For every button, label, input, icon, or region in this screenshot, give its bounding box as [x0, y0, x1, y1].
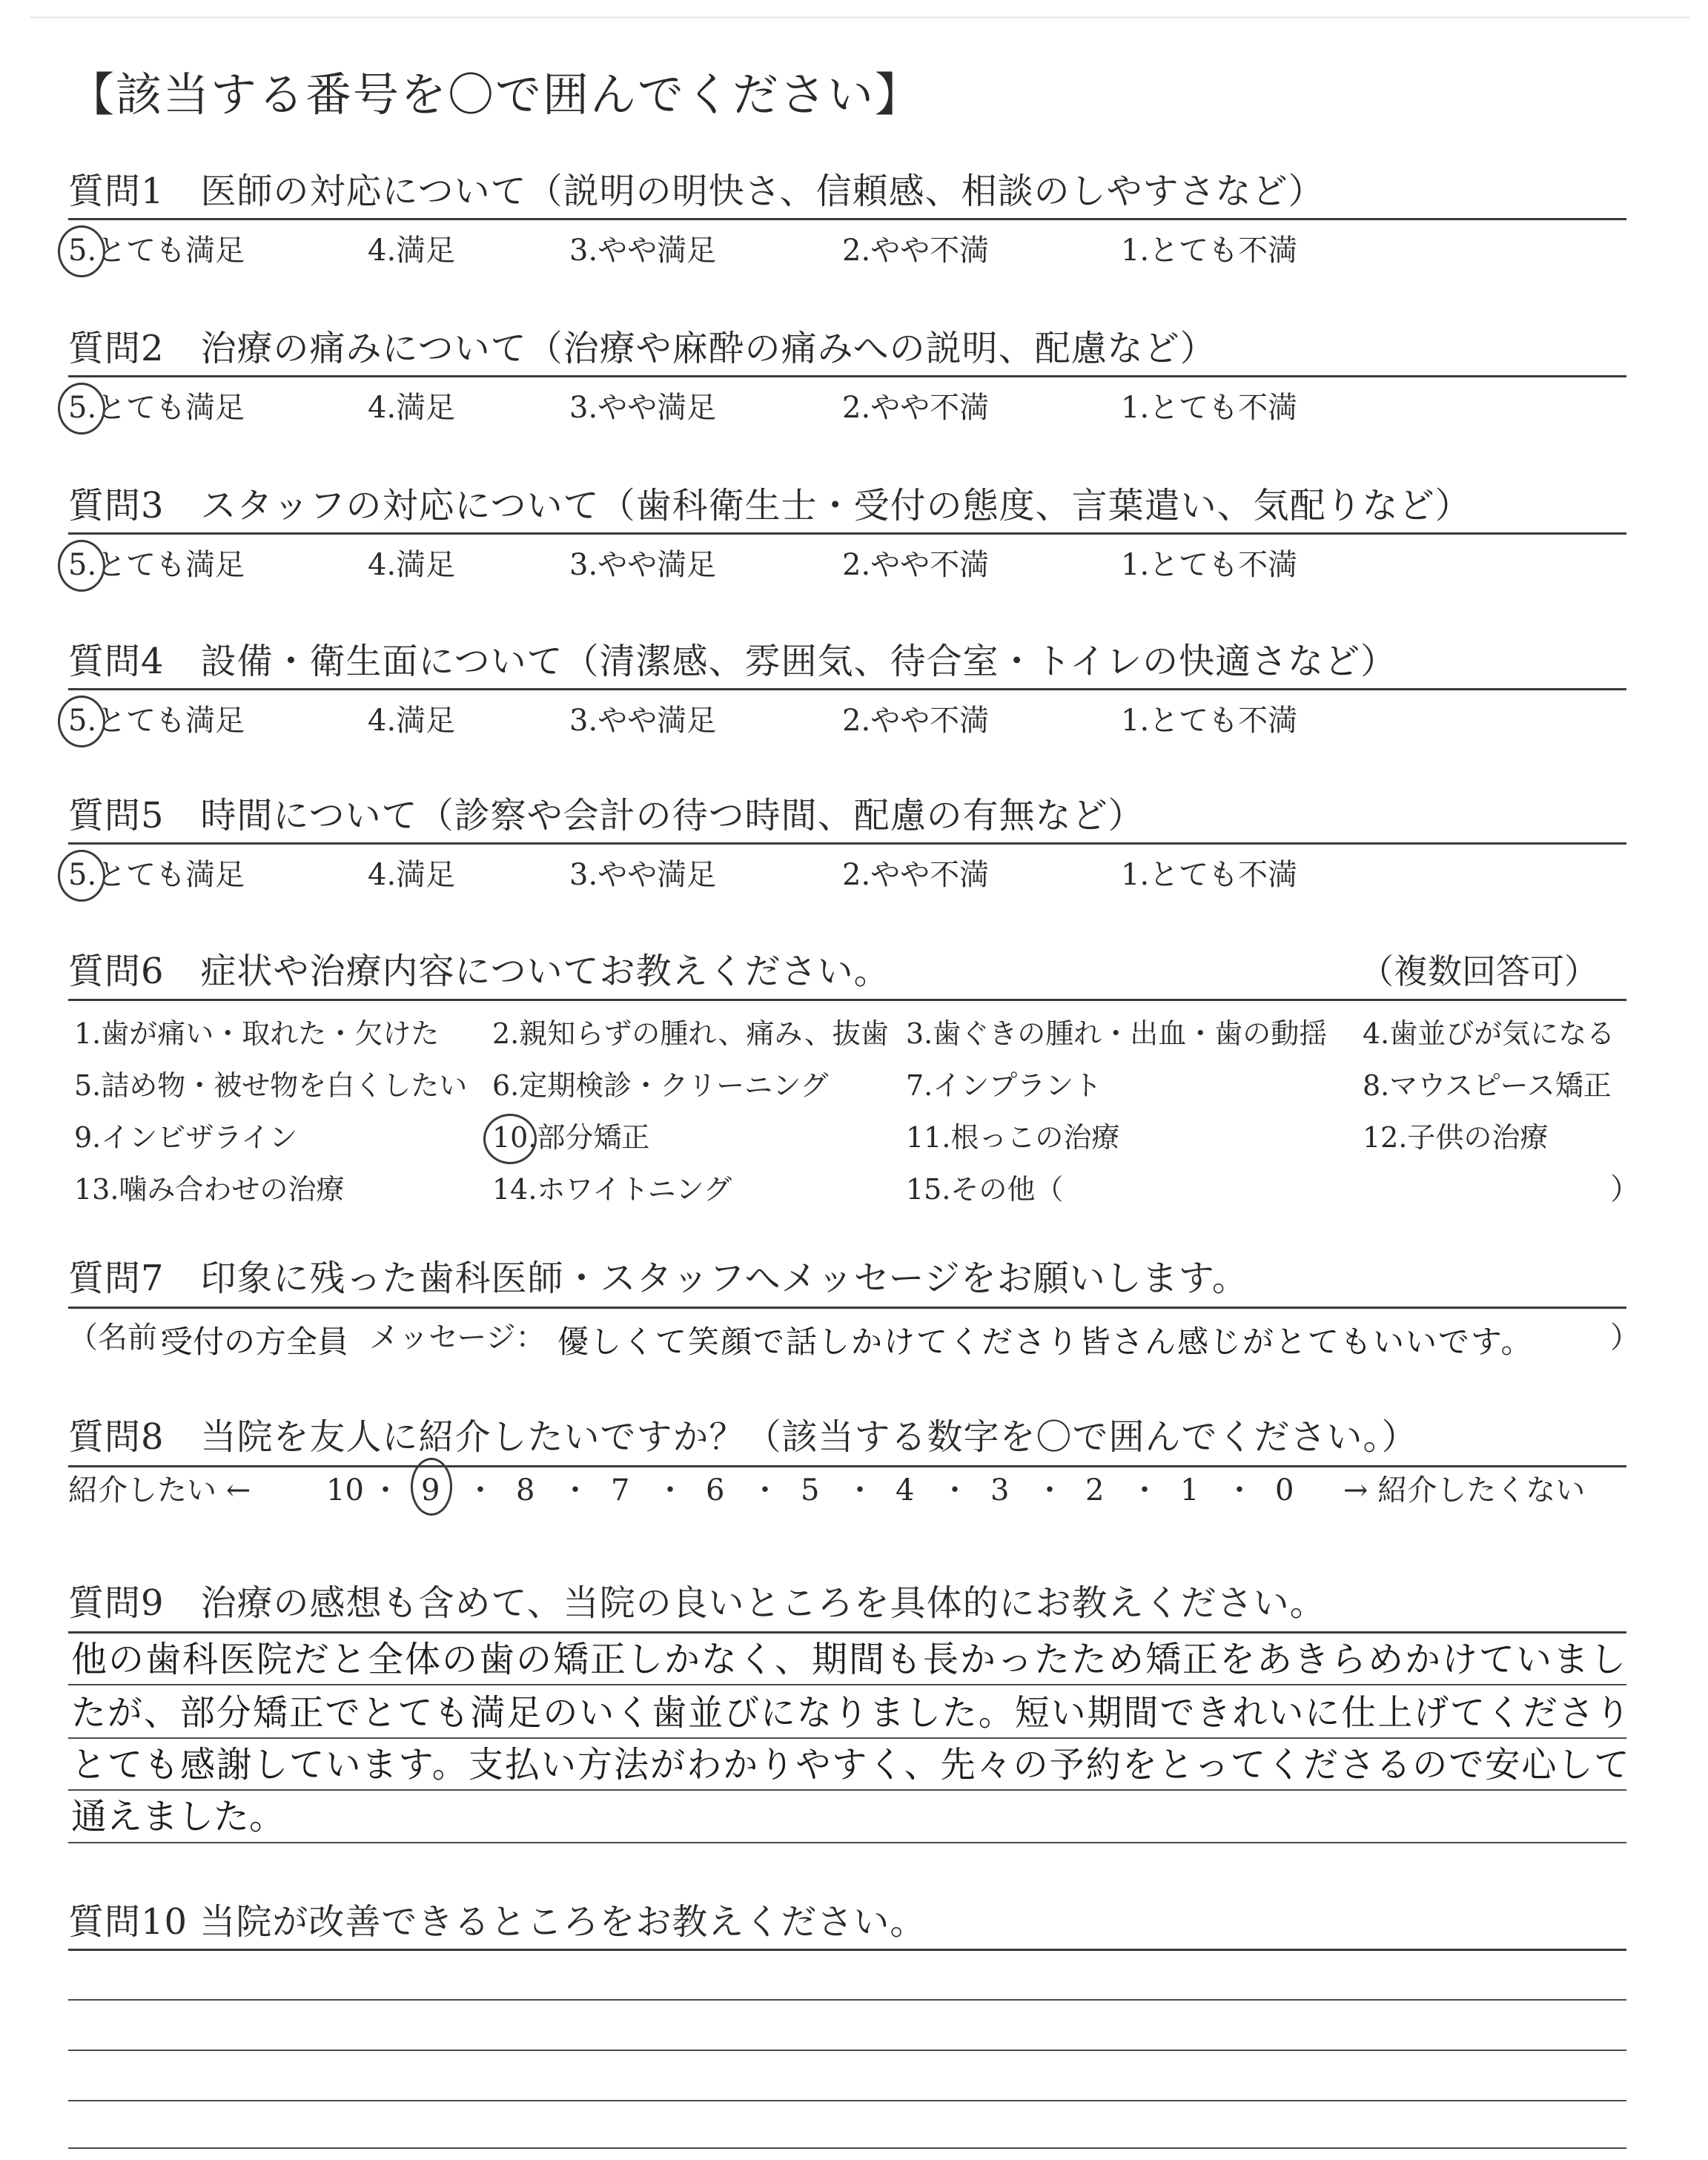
- selection-circle: [58, 696, 105, 747]
- q2-option[interactable]: 3.やや満足: [569, 391, 717, 425]
- q3-option[interactable]: 5.とても満足: [68, 548, 245, 582]
- q6-other-close-paren: ）: [1610, 1172, 1640, 1206]
- q9-title: 質問9 治療の感想も含めて、当院の良いところを具体的にお教えください。: [68, 1582, 1326, 1624]
- q1-option[interactable]: 5.とても満足: [68, 234, 245, 268]
- selection-circle: [58, 225, 105, 277]
- q6-option[interactable]: 6.定期検診・クリーニング: [492, 1069, 829, 1102]
- q7-message-label: メッセージ：: [369, 1321, 546, 1355]
- q2-option[interactable]: 5.とても満足: [68, 391, 245, 425]
- q8-scale-separator: ・: [940, 1473, 970, 1507]
- q8-scale-value[interactable]: 1: [1180, 1473, 1199, 1507]
- form-heading: 【該当する番号を〇で囲んでください】: [68, 67, 923, 122]
- q4-option[interactable]: 3.やや満足: [569, 704, 717, 738]
- q8-scale-separator: ・: [1035, 1473, 1065, 1507]
- q8-left-label: 紹介したい ←: [68, 1473, 251, 1507]
- selection-circle: [58, 850, 105, 902]
- q9-answer-line: とても感謝しています。支払い方法がわかりやすく、先々の予約をとってくださるので安心して: [71, 1744, 1631, 1786]
- q10-line-rule: [68, 2147, 1626, 2149]
- q6-option[interactable]: 8.マウスピース矯正: [1363, 1069, 1612, 1102]
- q1-option[interactable]: 3.やや満足: [569, 234, 717, 268]
- q2-title: 質問2 治療の痛みについて（治療や麻酔の痛みへの説明、配慮など）: [68, 328, 1217, 369]
- q10-line-rule: [68, 1999, 1626, 2001]
- q6-option[interactable]: 1.歯が痛い・取れた・欠けた: [74, 1017, 440, 1050]
- q6-option[interactable]: 11.根っこの治療: [906, 1121, 1120, 1154]
- q8-scale-value[interactable]: 7: [611, 1473, 630, 1507]
- q5-option[interactable]: 5.とても満足: [68, 858, 245, 892]
- q6-option[interactable]: 12.子供の治療: [1363, 1121, 1549, 1154]
- q8-scale-separator: ・: [845, 1473, 875, 1507]
- q4-title: 質問4 設備・衛生面について（清潔感、雰囲気、待合室・トイレの快適さなど）: [68, 641, 1397, 682]
- q4-rule: [68, 688, 1626, 690]
- q9-rule: [68, 1631, 1626, 1634]
- page-top-border: [30, 16, 1690, 19]
- q8-scale-value[interactable]: 0: [1275, 1473, 1294, 1507]
- q6-option[interactable]: 15.その他（: [906, 1173, 1064, 1206]
- q7-close-paren: ）: [1610, 1321, 1640, 1355]
- q4-option[interactable]: 5.とても満足: [68, 704, 245, 738]
- q8-scale-value[interactable]: 3: [990, 1473, 1010, 1507]
- q6-option[interactable]: 13.噛み合わせの治療: [74, 1173, 345, 1206]
- q8-scale-value[interactable]: 4: [896, 1473, 915, 1507]
- selection-circle: [58, 383, 105, 435]
- q8-scale-separator: ・: [1130, 1473, 1159, 1507]
- q10-title: 質問10 当院が改善できるところをお教えください。: [68, 1901, 927, 1943]
- q6-option[interactable]: 5.詰め物・被せ物を白くしたい: [74, 1069, 468, 1102]
- selection-circle: [483, 1114, 537, 1164]
- q8-scale-separator: ・: [371, 1473, 400, 1507]
- q6-option[interactable]: 7.インプラント: [906, 1069, 1102, 1102]
- q9-line-rule: [68, 1842, 1626, 1843]
- q6-title: 質問6 症状や治療内容についてお教えください。: [68, 951, 890, 992]
- q1-option[interactable]: 2.やや不満: [842, 234, 990, 268]
- q2-option[interactable]: 1.とても不満: [1121, 391, 1298, 425]
- q8-scale-separator: ・: [1225, 1473, 1254, 1507]
- q2-option[interactable]: 4.満足: [368, 391, 456, 425]
- q3-option[interactable]: 2.やや不満: [842, 548, 990, 582]
- q3-rule: [68, 532, 1626, 535]
- q2-option[interactable]: 2.やや不満: [842, 391, 990, 425]
- q8-scale-separator: ・: [750, 1473, 780, 1507]
- q6-option[interactable]: 2.親知らずの腫れ、痛み、抜歯: [492, 1017, 889, 1050]
- q8-rule: [68, 1465, 1626, 1467]
- q6-option[interactable]: 4.歯並びが気になる: [1363, 1017, 1615, 1050]
- q7-name-value: 受付の方全員: [162, 1324, 349, 1360]
- q7-title: 質問7 印象に残った歯科医師・スタッフへメッセージをお願いします。: [68, 1258, 1248, 1299]
- q3-title: 質問3 スタッフの対応について（歯科衛生士・受付の態度、言葉遣い、気配りなど）: [68, 485, 1472, 526]
- selection-circle: [58, 540, 105, 592]
- q6-multi-note: （複数回答可）: [1360, 951, 1598, 991]
- q6-option[interactable]: 14.ホワイトニング: [492, 1173, 732, 1206]
- q8-right-label: → 紹介したくない: [1343, 1473, 1586, 1507]
- q6-option[interactable]: 9.インビザライン: [74, 1121, 298, 1154]
- q2-rule: [68, 375, 1626, 377]
- q5-option[interactable]: 4.満足: [368, 858, 456, 892]
- q5-rule: [68, 842, 1626, 845]
- q7-rule: [68, 1307, 1626, 1309]
- q10-rule: [68, 1949, 1626, 1951]
- q8-scale-separator: ・: [560, 1473, 590, 1507]
- q1-rule: [68, 218, 1626, 220]
- q8-scale-value[interactable]: 5: [801, 1473, 820, 1507]
- q1-title: 質問1 医師の対応について（説明の明快さ、信頼感、相談のしやすさなど）: [68, 171, 1325, 212]
- q7-name-label: （名前：: [68, 1321, 187, 1355]
- q5-option[interactable]: 1.とても不満: [1121, 858, 1298, 892]
- q9-answer-line: 他の歯科医院だと全体の歯の矯正しかなく、期間も長かったため矯正をあきらめかけていまし: [71, 1639, 1628, 1680]
- q8-scale-value[interactable]: 6: [706, 1473, 725, 1507]
- q7-message-value: 優しくて笑顔で話しかけてくださり皆さん感じがとてもいいです。: [557, 1324, 1534, 1360]
- q5-title: 質問5 時間について（診察や会計の待つ時間、配慮の有無など）: [68, 795, 1145, 836]
- q1-option[interactable]: 4.満足: [368, 234, 456, 268]
- q3-option[interactable]: 3.やや満足: [569, 548, 717, 582]
- q10-line-rule: [68, 2100, 1626, 2101]
- q3-option[interactable]: 4.満足: [368, 548, 456, 582]
- q8-scale-separator: ・: [466, 1473, 495, 1507]
- q8-scale-value[interactable]: 9: [421, 1473, 440, 1507]
- q4-option[interactable]: 1.とても不満: [1121, 704, 1298, 738]
- q6-option[interactable]: 3.歯ぐきの腫れ・出血・歯の動揺: [906, 1017, 1328, 1050]
- q10-line-rule: [68, 2050, 1626, 2051]
- q5-option[interactable]: 3.やや満足: [569, 858, 717, 892]
- q9-answer-line: 通えました。: [71, 1796, 285, 1837]
- q8-title: 質問8 当院を友人に紹介したいですか？（該当する数字を〇で囲んでください。）: [68, 1416, 1418, 1458]
- q6-rule: [68, 999, 1626, 1001]
- selection-circle: [411, 1458, 452, 1516]
- q9-answer-line: たが、部分矯正でとても満足のいく歯並びになりました。短い期間できれいに仕上げてくださり: [71, 1692, 1632, 1734]
- q8-scale-value[interactable]: 2: [1085, 1473, 1105, 1507]
- q8-scale-value[interactable]: 10: [326, 1473, 364, 1507]
- q3-option[interactable]: 1.とても不満: [1121, 548, 1298, 582]
- q8-scale-separator: ・: [655, 1473, 685, 1507]
- q4-option[interactable]: 4.満足: [368, 704, 456, 738]
- q5-option[interactable]: 2.やや不満: [842, 858, 990, 892]
- q8-scale-value[interactable]: 8: [516, 1473, 535, 1507]
- q6-option[interactable]: 10.部分矯正: [492, 1121, 650, 1154]
- q4-option[interactable]: 2.やや不満: [842, 704, 990, 738]
- q1-option[interactable]: 1.とても不満: [1121, 234, 1298, 268]
